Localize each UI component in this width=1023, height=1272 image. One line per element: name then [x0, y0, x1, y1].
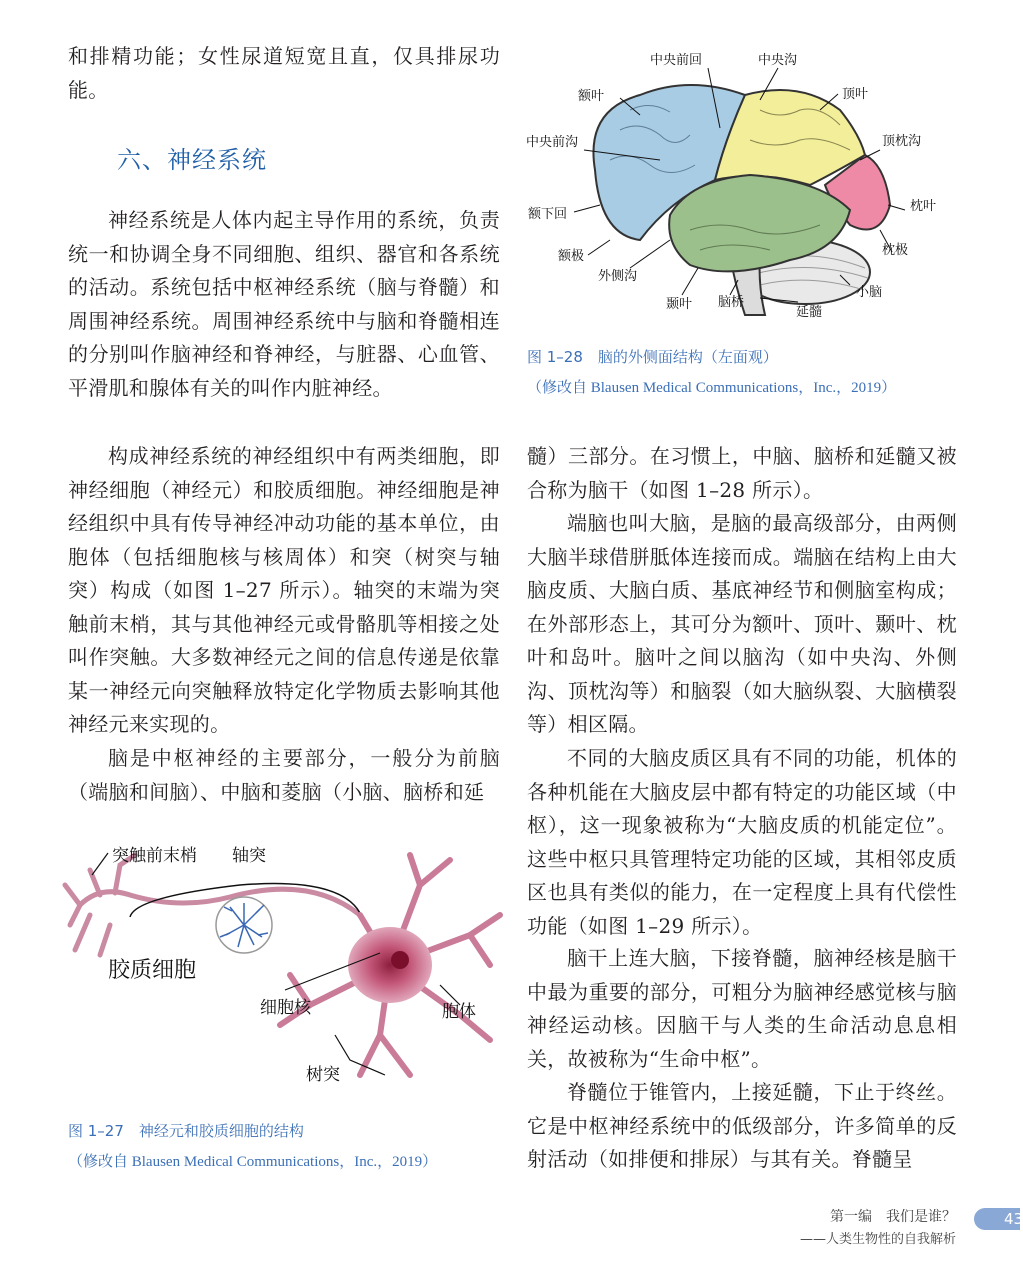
- brain-label-precentral-sulcus: 中央前沟: [526, 135, 579, 150]
- brain-label-occipital-pole: 枕极: [882, 243, 909, 258]
- brain-figure: [520, 40, 960, 330]
- right-paragraph-2: 不同的大脑皮质区具有不同的功能，机体的各种机能在大脑皮层中都有特定的功能区域（中枢），这一现象被称为“大脑皮质的机能定位”。这些中枢只具管理特定功能的区域，其相邻皮质区也具有类似的能力，在一定程度上具有代偿性功能（如图 1–29 所示）。: [527, 746, 957, 938]
- brain-label-medulla: 延髓: [796, 305, 823, 320]
- right-paragraph-3: 脑干上连大脑，下接脊髓，脑神经核是脑干中最为重要的部分，可粗分为脑神经感觉核与脑神经运动核。因脑干与人类的生命活动息息相关，故被称为“生命中枢”。: [527, 946, 957, 1071]
- brain-label-frontal-lobe: 额叶: [578, 89, 605, 104]
- left-continued-paragraph: 和排精功能；女性尿道短宽且直，仅具排尿功能。: [68, 44, 500, 102]
- left-paragraph-1: 神经系统是人体内起主导作用的系统，负责统一和协调全身不同细胞、组织、器官和各系统的活动。系统包括中枢神经系统（脑与脊髓）和周围神经系统。周围神经系统中与脑和脊髓相连的分别叫作脑神经和脊神经，与脏器、心血管、平滑肌和腺体有关的叫作内脏神经。: [68, 208, 500, 400]
- brain-label-temporal-lobe: 颞叶: [666, 297, 693, 312]
- brain-label-frontal-pole: 额极: [558, 249, 585, 264]
- brain-label-pons: 脑桥: [718, 295, 745, 310]
- glia-label: 胶质细胞: [108, 958, 197, 983]
- brain-label-lateral-sulcus: 外侧沟: [598, 269, 638, 284]
- right-paragraph-1: 端脑也叫大脑，是脑的最高级部分，由两侧大脑半球借胼胝体连接而成。端脑在结构上由大脑皮质、大脑白质、基底神经节和侧脑室构成；在外部形态上，其可分为额叶、顶叶、颞叶、枕叶和岛叶。脑叶之间以脑沟（如中央沟、外侧沟、顶枕沟等）和脑裂（如大脑纵裂、大脑横裂等）相区隔。: [527, 511, 957, 736]
- left-paragraph-2: 构成神经系统的神经组织中有两类细胞，即神经细胞（神经元）和胶质细胞。神经细胞是神经组织中具有传导神经冲动功能的基本单位，由胞体（包括细胞核与核周体）和突（树突与轴突）构成（如图 1–27 所示）。轴突的末端为突触前末梢，其与其他神经元或骨骼肌等相接之处叫作突触。大多数神经元之间的信息传递是依靠某一神经元向突触释放特定化学物质去影响其他神经元来实现的。: [68, 444, 500, 736]
- neuron-figure-caption: 图 1–27 神经元和胶质细胞的结构: [68, 1122, 304, 1140]
- left-paragraph-3: 脑是中枢神经的主要部分，一般分为前脑（端脑和间脑）、中脑和菱脑（小脑、脑桥和延: [68, 746, 500, 804]
- brain-label-central-sulcus: 中央沟: [758, 53, 798, 68]
- soma-label: 胞体: [442, 1002, 476, 1022]
- neuron-figure-source: （修改自 Blausen Medical Communications，Inc.，2019）: [68, 1154, 438, 1170]
- brain-figure-source: （修改自 Blausen Medical Communications，Inc.，2019）: [527, 380, 897, 396]
- footer-part-title: 第一编 我们是谁？: [830, 1209, 956, 1225]
- presynaptic-terminal-label: 突触前末梢: [112, 846, 197, 866]
- section-title: 六、神经系统: [117, 146, 267, 174]
- brain-label-precentral-gyrus: 中央前回: [650, 53, 703, 68]
- brain-label-inferior-frontal-gyrus: 额下回: [528, 207, 568, 222]
- page-number: 43: [974, 1208, 1020, 1230]
- brain-label-cerebellum: 小脑: [856, 285, 883, 300]
- brain-label-parietal-lobe: 顶叶: [842, 87, 869, 102]
- brain-label-occipital-lobe: 枕叶: [910, 199, 937, 214]
- brain-illustration: [520, 40, 960, 330]
- footer-subtitle: ——人类生物性的自我解析: [799, 1232, 956, 1247]
- axon-label: 轴突: [232, 846, 266, 866]
- brain-figure-caption: 图 1–28 脑的外侧面结构（左面观）: [527, 348, 778, 366]
- brain-label-parieto-occipital-sulcus: 顶枕沟: [882, 134, 922, 149]
- right-continued-paragraph: 髓）三部分。在习惯上，中脑、脑桥和延髓又被合称为脑干（如图 1–28 所示）。: [527, 444, 957, 502]
- nucleus-label: 细胞核: [260, 998, 311, 1018]
- neuron-illustration: [60, 825, 510, 1100]
- dendrite-label: 树突: [306, 1065, 340, 1085]
- right-paragraph-4: 脊髓位于锥管内，上接延髓，下止于终丝。它是中枢神经系统中的低级部分，许多简单的反射活动（如排便和排尿）与其有关。脊髓呈: [527, 1080, 957, 1171]
- neuron-figure: [60, 825, 510, 1100]
